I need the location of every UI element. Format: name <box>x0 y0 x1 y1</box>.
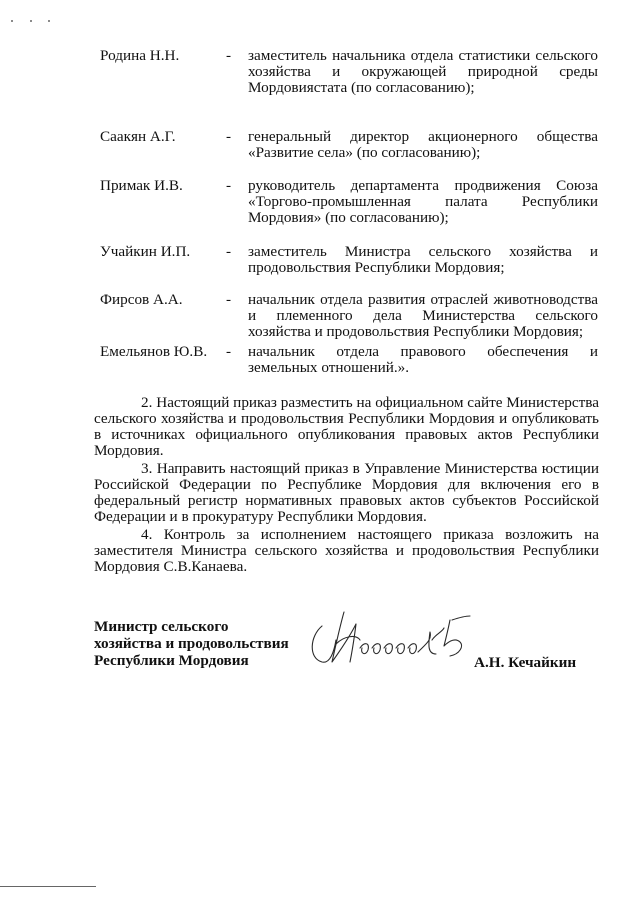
member-role: руководитель департамента продвижения Союза «Торгово-промышленная палата Республики Мордовия» (по согласованию); <box>248 177 598 226</box>
member-dash: - <box>226 177 232 194</box>
signatory-title: Министр сельского хозяйства и продовольствия Республики Мордовия <box>94 618 289 669</box>
member-name: Родина Н.Н. <box>100 47 180 64</box>
member-dash: - <box>226 291 232 308</box>
member-role: заместитель Министра сельского хозяйства и продовольствия Республики Мордовия; <box>248 243 598 276</box>
handwritten-signature <box>300 596 480 676</box>
scan-speck <box>48 20 50 22</box>
scan-speck <box>11 20 13 22</box>
clause-paragraph: 3. Направить настоящий приказ в Управление Министерства юстиции Российской Федерации по Республике Мордовия для включения его в федеральный регистр нормативных правовых актов субъектов Российской Федерации и в прокуратуру Республики Мордовия. <box>94 460 599 525</box>
member-role: начальник отдела правового обеспечения и земельных отношений.». <box>248 343 598 376</box>
order-clauses <box>94 395 599 577</box>
member-role: генеральный директор акционерного общества «Развитие села» (по согласованию); <box>248 128 598 161</box>
signatory-name: А.Н. Кечайкин <box>474 654 577 671</box>
member-name: Примак И.В. <box>100 177 183 194</box>
member-role: заместитель начальника отдела статистики сельского хозяйства и окружающей природной среды Мордовиястата (по согласованию); <box>248 47 598 96</box>
member-dash: - <box>226 47 232 64</box>
member-role: начальник отдела развития отраслей животноводства и племенного дела Министерства сельского хозяйства и продовольствия Республики Мордовия; <box>248 291 598 340</box>
footnote-rule <box>0 886 96 887</box>
scan-speck <box>30 20 32 22</box>
member-name: Фирсов А.А. <box>100 291 183 308</box>
member-name: Учайкин И.П. <box>100 243 191 260</box>
clause-paragraph: 2. Настоящий приказ разместить на официальном сайте Министерства сельского хозяйства и продовольствия Республики Мордовия и опубликовать в источниках официального опубликования правовых актов Республики Мордовия. <box>94 394 599 459</box>
member-dash: - <box>226 243 232 260</box>
clause-paragraph: 4. Контроль за исполнением настоящего приказа возложить на заместителя Министра сельского хозяйства и продовольствия Республики Мордовия С.В.Канаева. <box>94 526 599 575</box>
member-name: Саакян А.Г. <box>100 128 176 145</box>
member-dash: - <box>226 343 232 360</box>
member-name: Емельянов Ю.В. <box>100 343 208 360</box>
member-dash: - <box>226 128 232 145</box>
